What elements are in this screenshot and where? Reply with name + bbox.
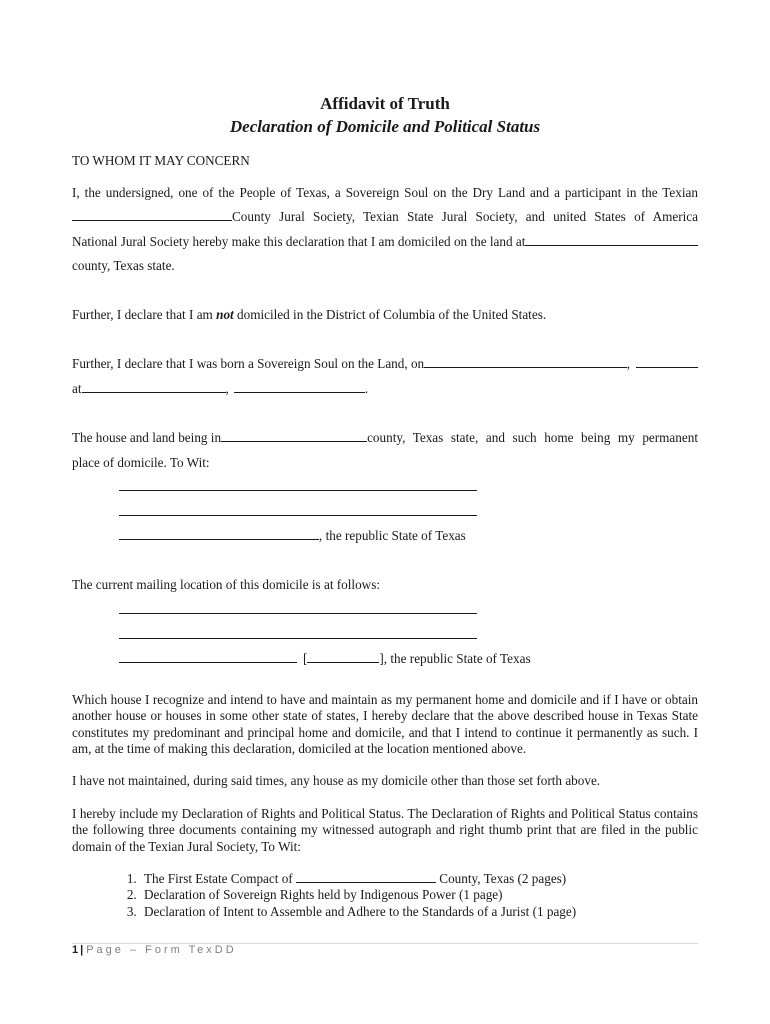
document-title: Affidavit of Truth — [320, 94, 450, 113]
para1-line4: county, Texas state. — [72, 258, 175, 273]
house-county-blank[interactable] — [221, 429, 367, 442]
mailing-city-blank[interactable] — [119, 650, 297, 663]
para1-line3: National Jural Society hereby make this declaration that I am domiciled on the land at — [72, 230, 698, 255]
county-blank[interactable] — [72, 208, 232, 221]
para4-line1: The house and land being in county, Texas state, and such home being my permanent — [72, 430, 698, 445]
salutation: TO WHOM IT MAY CONCERN — [72, 153, 250, 168]
mailing-address-line-2[interactable] — [119, 638, 477, 639]
para3-line1: Further, I declare that I was born a Sovereign Soul on the Land, on , — [72, 352, 698, 377]
page-footer — [72, 944, 237, 956]
list-item: 2. Declaration of Sovereign Rights held by Indigenous Power (1 page) — [140, 887, 576, 903]
footer-separator: | — [80, 944, 84, 956]
birth-city-blank[interactable] — [82, 380, 226, 393]
page-number: 1 — [72, 944, 79, 956]
para3-line2: at , . — [72, 381, 369, 396]
mailing-address-line-1[interactable] — [119, 613, 477, 614]
birth-state-blank[interactable] — [234, 380, 365, 393]
domicile-address-line-1[interactable] — [119, 490, 477, 491]
domicile-address-line-3: , the republic State of Texas — [119, 524, 466, 549]
list-item: 3. Declaration of Intent to Assemble and Adhere to the Standards of a Jurist (1 page) — [140, 904, 576, 920]
mailing-address-line-3: [ ], the republic State of Texas — [119, 647, 531, 672]
domicile-city-blank[interactable] — [119, 527, 319, 540]
para6: I have not maintained, during said times, any house as my domicile other than those set forth above. — [72, 773, 601, 788]
compact-county-blank[interactable] — [296, 870, 436, 883]
mailing-zip-blank[interactable] — [307, 650, 379, 663]
para1-line2: County Jural Society, Texian State Jural Society, and united States of America — [72, 205, 698, 230]
list-item: 1. The First Estate Compact of County, Texas (2 pages) — [140, 870, 576, 887]
document-subtitle: Declaration of Domicile and Political Status — [229, 117, 541, 136]
para1-line1: I, the undersigned, one of the People of Texas, a Sovereign Soul on the Dry Land and a participant in the Texian — [72, 185, 698, 200]
birth-year-blank[interactable] — [636, 355, 698, 368]
land-location-blank[interactable] — [525, 233, 698, 246]
para5: Which house I recognize and intend to have and maintain as my permanent home and domicile and if I have or obtain another house or houses in some other state of states, I hereby declare that the above described house in Texas State constitutes my predominant and principal home and domicile, and that I intend to continue it permanently as such. I am, at the time of making this declaration, domiciled at the location mentioned above. — [72, 692, 698, 757]
birth-date-blank[interactable] — [424, 355, 627, 368]
para7: I hereby include my Declaration of Rights and Political Status. The Declaration of Rights and Political Status contains the following three documents containing my witnessed autograph and right thumb print that are filed in the public domain of the Texian Jural Society, To Wit: — [72, 806, 698, 854]
emphasis-not: not — [216, 307, 234, 322]
para4-line2: place of domicile. To Wit: — [72, 455, 210, 470]
footer-text: Page – Form TexDD — [86, 944, 237, 956]
documents-list — [92, 870, 576, 920]
para2: Further, I declare that I am not domiciled in the District of Columbia of the United States. — [72, 307, 547, 322]
domicile-address-line-2[interactable] — [119, 515, 477, 516]
mailing-intro: The current mailing location of this domicile is at follows: — [72, 577, 381, 592]
